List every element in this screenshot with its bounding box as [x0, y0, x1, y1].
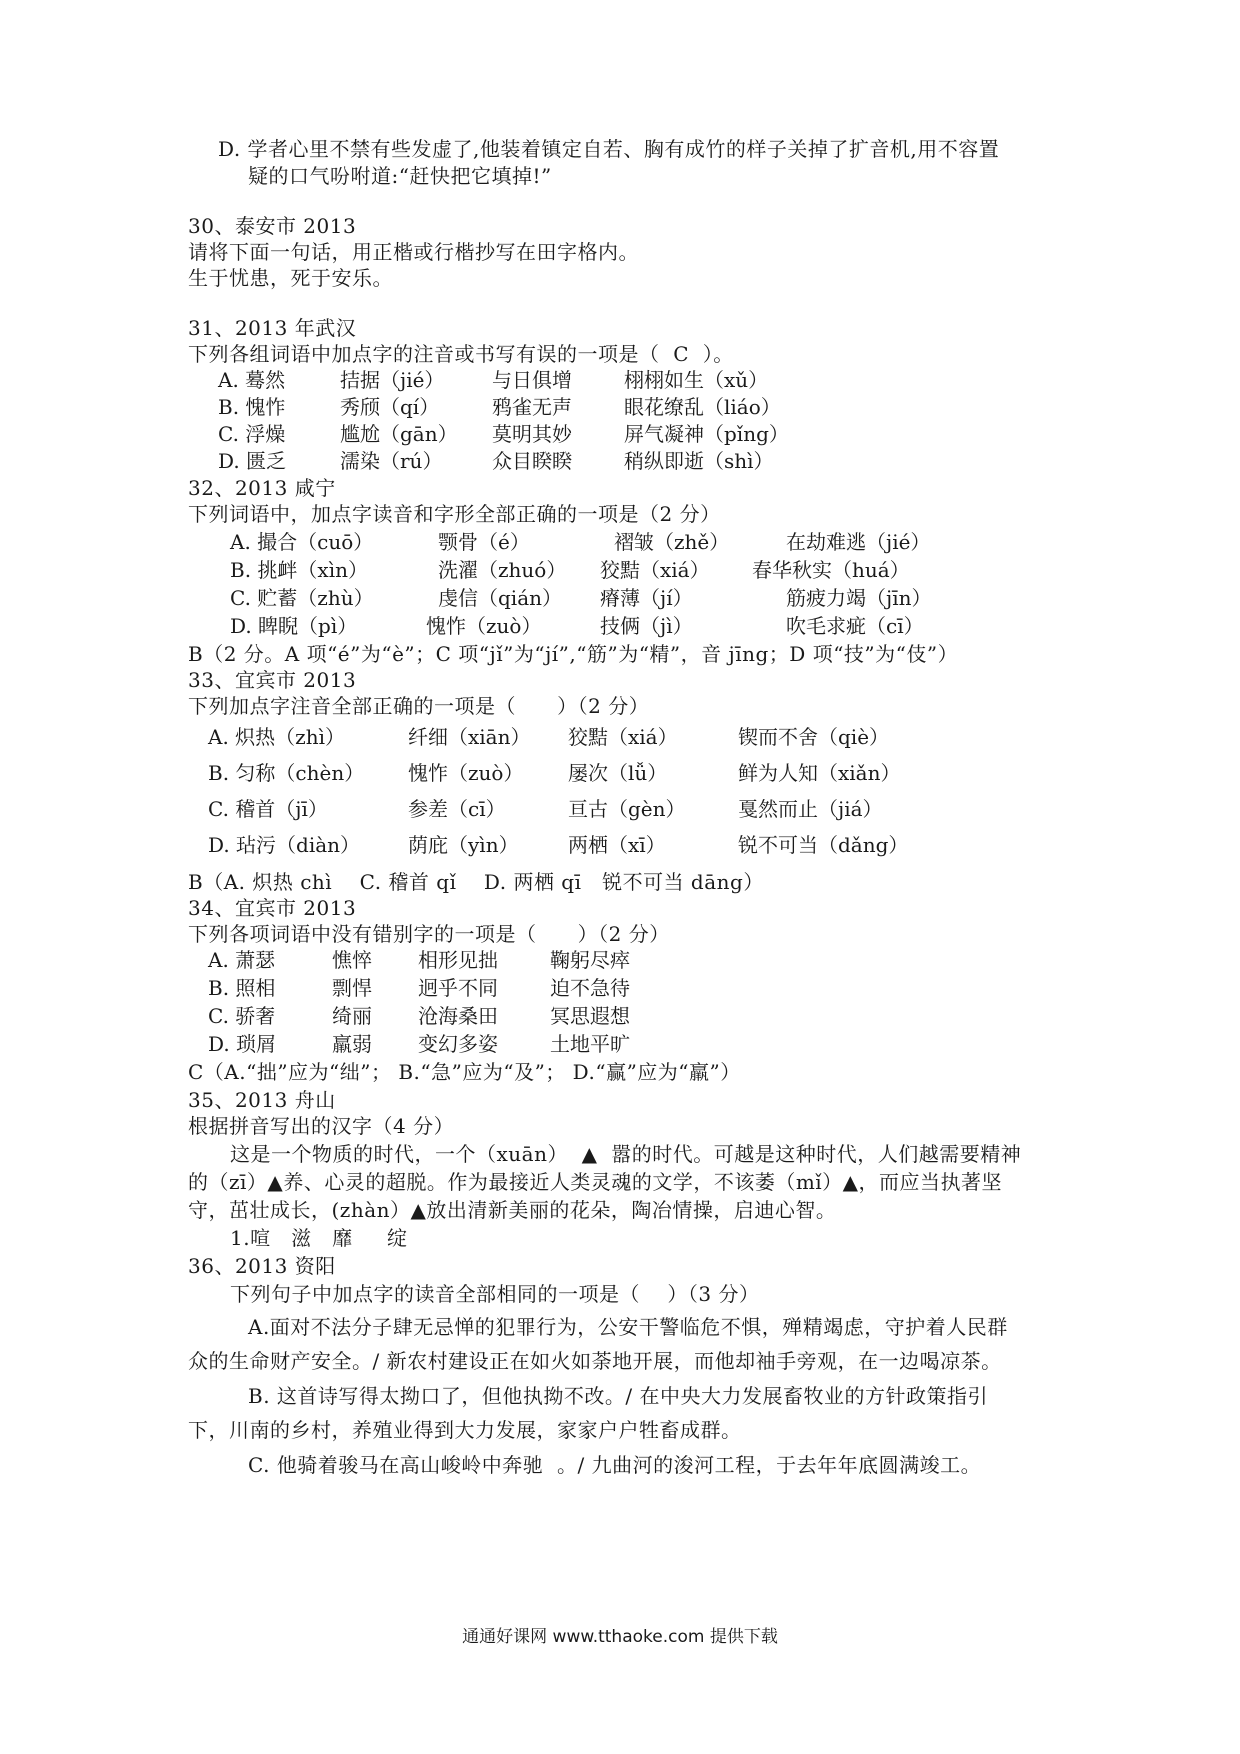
- q34-header: 34、宜宾市 2013: [188, 896, 357, 920]
- q31-option-cell: 尴尬（gān）: [340, 422, 458, 446]
- q34-option-cell: 土地平旷: [550, 1032, 630, 1056]
- page-footer: 通通好课网 www.tthaoke.com 提供下载: [462, 1627, 778, 1647]
- q32-option-cell: 春华秋实（huá）: [752, 558, 910, 582]
- q33-header: 33、宜宾市 2013: [188, 668, 357, 692]
- q31-option-cell: 拮据（jié）: [340, 368, 445, 392]
- q36-option-c-line1: C. 他骑着骏马在高山峻岭中奔驰 。/ 九曲河的浚河工程，于去年年底圆满竣工。: [248, 1453, 982, 1477]
- q32-option-cell: 颚骨（é）: [438, 530, 530, 554]
- q33-option-cell: 荫庇（yìn）: [408, 833, 519, 857]
- q31-prompt: 下列各组词语中加点字的注音或书写有误的一项是（ C ）。: [188, 342, 734, 366]
- q34-option-cell: D. 琐屑: [208, 1032, 277, 1056]
- q29-option-d-line1: D. 学者心里不禁有些发虚了,他装着镇定自若、胸有成竹的样子关掉了扩音机,用不容置: [218, 137, 1000, 161]
- q32-header: 32、2013 咸宁: [188, 476, 336, 500]
- q34-option-cell: 冥思遐想: [550, 1004, 630, 1028]
- q35-paragraph-line3: 守，茁壮成长，(zhàn）▲放出清新美丽的花朵，陶冶情操，启迪心智。: [188, 1198, 837, 1222]
- q32-option-cell: 吹毛求疵（cī）: [786, 614, 924, 638]
- q34-option-cell: A. 萧瑟: [208, 948, 276, 972]
- q33-option-cell: 戛然而止（jiá）: [738, 797, 883, 821]
- q35-header: 35、2013 舟山: [188, 1088, 336, 1112]
- q34-option-cell: 迥乎不同: [418, 976, 498, 1000]
- q32-option-cell: 洗濯（zhuó）: [438, 558, 567, 582]
- q36-option-a-line1: A.面对不法分子肆无忌惮的犯罪行为，公安干警临危不惧，殚精竭虑，守护着人民群: [248, 1315, 1008, 1339]
- q35-answer: 1.喧 滋 靡 绽: [230, 1226, 408, 1250]
- q32-option-cell: C. 贮蓄（zhù）: [230, 586, 374, 610]
- q33-option-cell: 狡黠（xiá）: [568, 725, 678, 749]
- q31-option-cell: 秀颀（qí）: [340, 395, 440, 419]
- q31-option-cell: 稍纵即逝（shì）: [624, 449, 774, 473]
- q32-option-cell: 瘠薄（jí）: [600, 586, 693, 610]
- q31-option-cell: 濡染（rú）: [340, 449, 443, 473]
- q34-option-cell: 绮丽: [332, 1004, 372, 1028]
- q31-option-cell: 莫明其妙: [492, 422, 572, 446]
- q34-option-cell: 羸弱: [332, 1032, 372, 1056]
- q30-prompt: 请将下面一句话，用正楷或行楷抄写在田字格内。: [188, 240, 639, 264]
- q31-option-cell: 众目睽睽: [492, 449, 572, 473]
- q32-option-cell: 技俩（jì）: [600, 614, 693, 638]
- q32-prompt: 下列词语中，加点字读音和字形全部正确的一项是（2 分）: [188, 502, 721, 526]
- q34-option-cell: C. 骄奢: [208, 1004, 276, 1028]
- q34-option-cell: 迫不急待: [550, 976, 630, 1000]
- q36-option-b-line1: B. 这首诗写得太拗口了，但他执拗不改。/ 在中央大力发展畜牧业的方针政策指引: [248, 1384, 989, 1408]
- q33-option-cell: 锐不可当（dǎng）: [738, 833, 909, 857]
- q32-option-cell: 在劫难逃（jié）: [786, 530, 931, 554]
- q36-option-a-line2: 众的生命财产安全。/ 新农村建设正在如火如荼地开展，而他却袖手旁观，在一边喝凉茶。: [188, 1349, 1002, 1373]
- q30-sentence: 生于忧患，死于安乐。: [188, 266, 393, 290]
- q33-option-cell: 两栖（xī）: [568, 833, 666, 857]
- q32-option-cell: 褶皱（zhě）: [614, 530, 730, 554]
- q33-prompt: 下列加点字注音全部正确的一项是（ ）（2 分）: [188, 694, 650, 718]
- q32-option-cell: A. 撮合（cuō）: [230, 530, 374, 554]
- q34-answer: C（A.“拙”应为“绌”； B.“急”应为“及”； D.“赢”应为“羸”）: [188, 1060, 741, 1084]
- q34-option-cell: 变幻多姿: [418, 1032, 498, 1056]
- q36-prompt: 下列句子中加点字的读音全部相同的一项是（ ）（3 分）: [230, 1282, 760, 1306]
- q34-option-cell: 鞠躬尽瘁: [550, 948, 630, 972]
- q32-option-cell: 愧怍（zuò）: [426, 614, 542, 638]
- q33-option-cell: 锲而不舍（qiè）: [738, 725, 890, 749]
- q33-option-cell: 愧怍（zuò）: [408, 761, 524, 785]
- q36-header: 36、2013 资阳: [188, 1254, 336, 1278]
- q33-answer: B（A. 炽热 chì C. 稽首 qǐ D. 两栖 qī 锐不可当 dāng）: [188, 870, 764, 894]
- q32-option-cell: 虔信（qián）: [438, 586, 563, 610]
- q31-option-cell: D. 匮乏: [218, 449, 287, 473]
- q33-option-cell: 鲜为人知（xiǎn）: [738, 761, 901, 785]
- q32-option-cell: 狡黠（xiá）: [600, 558, 710, 582]
- q35-paragraph-line1: 这是一个物质的时代，一个（xuān） ▲ 嚣的时代。可越是这种时代，人们越需要精神: [230, 1142, 1022, 1166]
- q32-option-cell: D. 睥睨（pì）: [230, 614, 358, 638]
- q31-header: 31、2013 年武汉: [188, 316, 357, 340]
- q34-option-cell: B. 照相: [208, 976, 276, 1000]
- q33-option-cell: A. 炽热（zhì）: [208, 725, 345, 749]
- q33-option-cell: 纤细（xiān）: [408, 725, 531, 749]
- q34-option-cell: 憔悴: [332, 948, 372, 972]
- q31-option-cell: 栩栩如生（xǔ）: [624, 368, 769, 392]
- q35-paragraph-line2: 的（zī）▲养、心灵的超脱。作为最接近人类灵魂的文学，不该萎（mǐ）▲，而应当执著坚: [188, 1170, 1003, 1194]
- q34-prompt: 下列各项词语中没有错别字的一项是（ ）（2 分）: [188, 922, 670, 946]
- q35-prompt: 根据拼音写出的汉字（4 分）: [188, 1114, 455, 1138]
- q36-option-b-line2: 下，川南的乡村，养殖业得到大力发展，家家户户牲畜成群。: [188, 1418, 742, 1442]
- q32-option-cell: 筋疲力竭（jīn）: [786, 586, 932, 610]
- q33-option-cell: 亘古（gèn）: [568, 797, 686, 821]
- q31-option-cell: C. 浮燥: [218, 422, 286, 446]
- q34-option-cell: 相形见拙: [418, 948, 498, 972]
- q34-option-cell: 沧海桑田: [418, 1004, 498, 1028]
- q33-option-cell: B. 匀称（chèn）: [208, 761, 365, 785]
- q31-option-cell: B. 愧怍: [218, 395, 286, 419]
- q31-option-cell: 与日俱增: [492, 368, 572, 392]
- q33-option-cell: D. 玷污（diàn）: [208, 833, 361, 857]
- q32-answer: B（2 分。A 项“é”为“è”；C 项“jǐ”为“jí”,“筋”为“精”，音 jīng；D 项“技”为“伎”）: [188, 642, 959, 666]
- q31-option-cell: 鸦雀无声: [492, 395, 572, 419]
- q31-option-cell: 眼花缭乱（liáo）: [624, 395, 781, 419]
- q34-option-cell: 剽悍: [332, 976, 372, 1000]
- q33-option-cell: C. 稽首（jī）: [208, 797, 328, 821]
- q29-option-d-line2: 疑的口气吩咐道:“赶快把它填掉!”: [248, 164, 552, 188]
- q30-header: 30、泰安市 2013: [188, 214, 357, 238]
- q31-option-cell: A. 蓦然: [218, 368, 286, 392]
- q32-option-cell: B. 挑衅（xìn）: [230, 558, 368, 582]
- q33-option-cell: 参差（cī）: [408, 797, 506, 821]
- q33-option-cell: 屡次（lǚ）: [568, 761, 668, 785]
- q31-option-cell: 屏气凝神（pǐng）: [624, 422, 789, 446]
